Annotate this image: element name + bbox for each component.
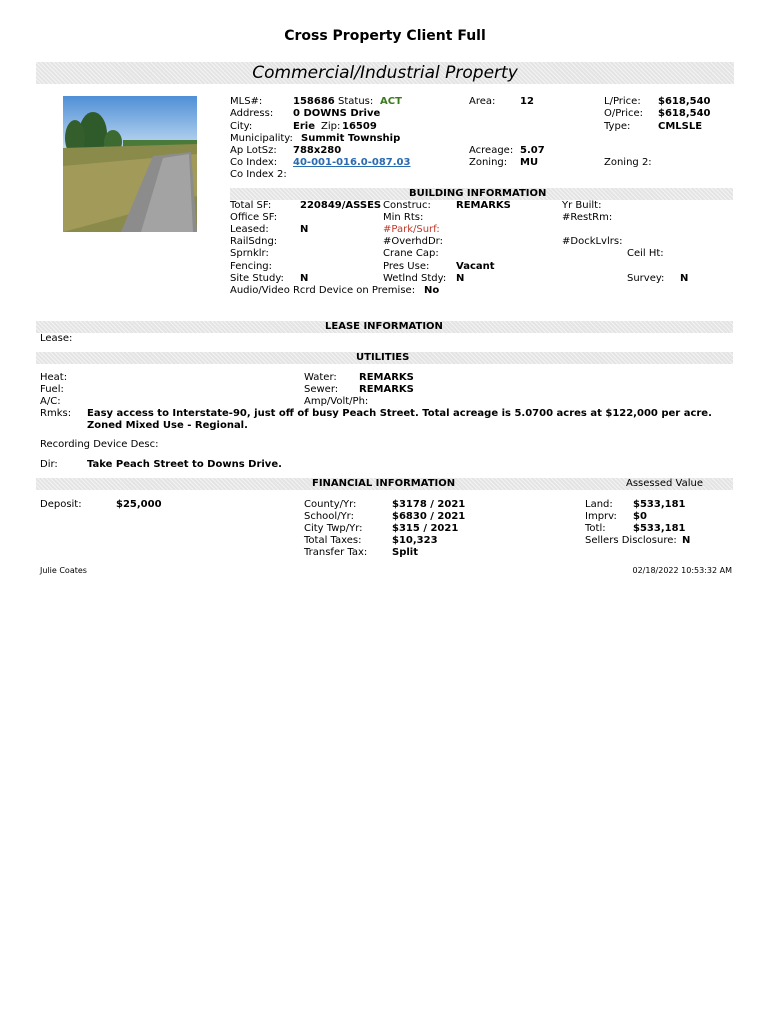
school-yr-value: $6830 / 2021 [392,511,466,522]
school-yr-label: School/Yr: [304,511,354,522]
financial-info-bar [36,478,733,490]
yr-built-label: Yr Built: [562,200,602,211]
municipality-label: Municipality: [230,133,293,144]
zip-label: Zip: [321,121,341,132]
recording-device-label: Recording Device Desc: [40,439,159,450]
pres-use-value: Vacant [456,261,495,272]
audio-video-label: Audio/Video Rcrd Device on Premise: [230,285,416,296]
deposit-label: Deposit: [40,499,82,510]
rest-rm-label: #RestRm: [562,212,613,223]
office-sf-label: Office SF: [230,212,278,223]
site-study-value: N [300,273,309,284]
total-taxes-value: $10,323 [392,535,438,546]
lprice-label: L/Price: [604,96,641,107]
coindex-label: Co Index: [230,157,278,168]
oprice-value: $618,540 [658,108,711,119]
sellers-disclosure-label: Sellers Disclosure: [585,535,677,546]
ac-label: A/C: [40,396,61,407]
zip-value: 16509 [342,121,377,132]
county-yr-label: County/Yr: [304,499,357,510]
utilities-heading: UTILITIES [356,352,410,363]
wetlnd-label: Wetlnd Stdy: [383,273,447,284]
property-type-banner: Commercial/Industrial Property [36,62,734,84]
city-value: Erie [293,121,315,132]
agent-name: Julie Coates [40,566,87,575]
mls-label: MLS#: [230,96,263,107]
crane-cap-label: Crane Cap: [383,248,439,259]
lease-info-heading: LEASE INFORMATION [325,321,443,332]
heat-label: Heat: [40,372,68,383]
min-rts-label: Min Rts: [383,212,424,223]
mls-number: 158686 [293,96,335,107]
directions-value: Take Peach Street to Downs Drive. [87,459,282,470]
wetlnd-value: N [456,273,465,284]
county-yr-value: $3178 / 2021 [392,499,466,510]
land-label: Land: [585,499,613,510]
oprice-label: O/Price: [604,108,644,119]
zoning2-label: Zoning 2: [604,157,652,168]
totl-label: Totl: [585,523,606,534]
area-value: 12 [520,96,534,107]
site-study-label: Site Study: [230,273,284,284]
remarks-line-1: Easy access to Interstate-90, just off of busy Peach Street. Total acreage is 5.0700 acres at $122,000 per acre. [87,408,712,419]
property-photo[interactable] [63,96,197,232]
acreage-value: 5.07 [520,145,545,156]
railsdng-label: RailSdng: [230,236,278,247]
directions-label: Dir: [40,459,58,470]
lprice-value: $618,540 [658,96,711,107]
coindex2-label: Co Index 2: [230,169,287,180]
remarks-line-2: Zoned Mixed Use - Regional. [87,420,248,431]
print-timestamp: 02/18/2022 10:53:32 AM [632,566,732,575]
zoning-label: Zoning: [469,157,508,168]
sewer-value: REMARKS [359,384,414,395]
remarks-label: Rmks: [40,408,72,419]
transfer-tax-label: Transfer Tax: [304,547,368,558]
pres-use-label: Pres Use: [383,261,430,272]
report-title: Cross Property Client Full [284,28,486,44]
water-label: Water: [304,372,337,383]
city-label: City: [230,121,253,132]
city-twp-yr-label: City Twp/Yr: [304,523,363,534]
municipality-value: Summit Township [301,133,401,144]
land-value: $533,181 [633,499,686,510]
acreage-label: Acreage: [469,145,514,156]
totl-value: $533,181 [633,523,686,534]
address-label: Address: [230,108,274,119]
park-surf-label: #Park/Surf: [383,224,440,235]
overhd-label: #OverhdDr: [383,236,443,247]
deposit-value: $25,000 [116,499,162,510]
aplotsz-label: Ap LotSz: [230,145,277,156]
city-twp-yr-value: $315 / 2021 [392,523,459,534]
leased-label: Leased: [230,224,269,235]
type-label: Type: [604,121,631,132]
building-info-heading: BUILDING INFORMATION [409,188,547,199]
audio-video-value: No [424,285,440,296]
survey-value: N [680,273,689,284]
total-sf-value: 220849/ASSES [300,200,382,211]
assessed-value-heading: Assessed Value [626,478,703,489]
area-label: Area: [469,96,496,107]
docklvlrs-label: #DockLvlrs: [562,236,623,247]
sellers-disclosure-value: N [682,535,691,546]
status-value: ACT [380,96,402,107]
financial-info-heading: FINANCIAL INFORMATION [312,478,456,489]
ceil-ht-label: Ceil Ht: [627,248,664,259]
imprv-value: $0 [633,511,647,522]
construc-value: REMARKS [456,200,511,211]
status-label: Status: [338,96,374,107]
water-value: REMARKS [359,372,414,383]
sprnklr-label: Sprnklr: [230,248,269,259]
utilities-bar [36,352,733,364]
lease-info-bar [36,321,733,333]
construc-label: Construc: [383,200,431,211]
transfer-tax-value: Split [392,547,418,558]
coindex-link[interactable]: 40-001-016.0-087.03 [293,157,411,168]
imprv-label: Imprv: [585,511,617,522]
type-value: CMLSLE [658,121,703,132]
total-taxes-label: Total Taxes: [304,535,362,546]
leased-value: N [300,224,309,235]
total-sf-label: Total SF: [230,200,272,211]
sewer-label: Sewer: [304,384,339,395]
address-value: 0 DOWNS Drive [293,108,381,119]
zoning-value: MU [520,157,539,168]
building-info-bar [230,188,733,200]
fencing-label: Fencing: [230,261,273,272]
survey-label: Survey: [627,273,665,284]
fuel-label: Fuel: [40,384,64,395]
aplotsz-value: 788x280 [293,145,342,156]
amp-volt-label: Amp/Volt/Ph: [304,396,369,407]
lease-label: Lease: [40,333,73,344]
